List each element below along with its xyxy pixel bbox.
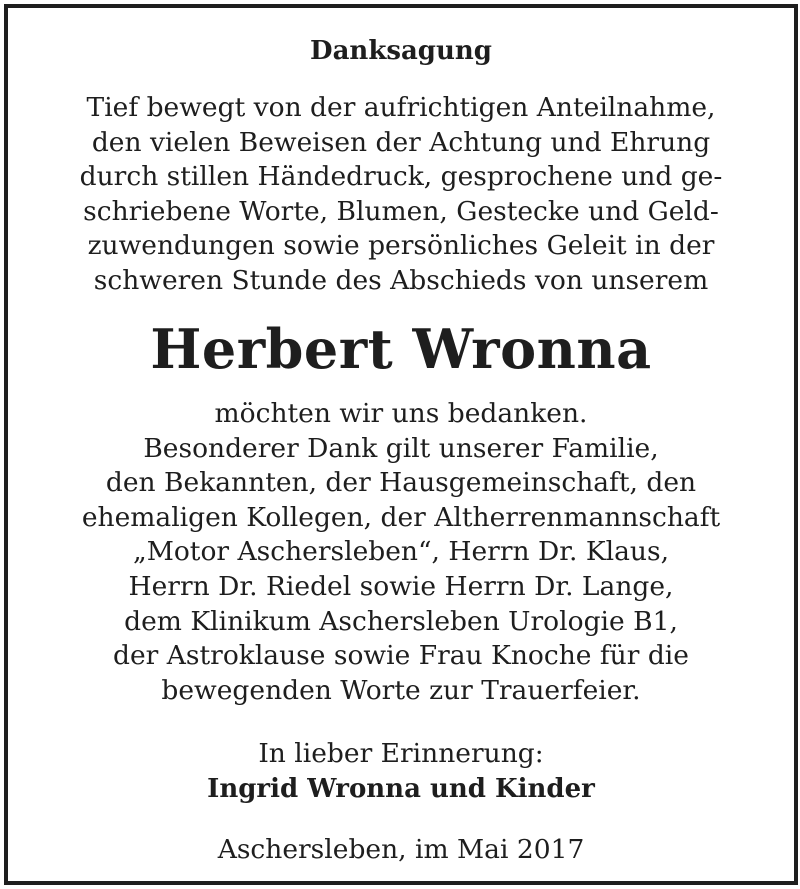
intro-line: durch stillen Händedruck, gesprochene und ge- bbox=[79, 161, 723, 193]
thanks-line: möchten wir uns bedanken. bbox=[214, 398, 588, 429]
thanks-line: „Motor Aschersleben“, Herrn Dr. Klaus, bbox=[132, 536, 669, 568]
intro-line: schriebene Worte, Blumen, Gestecke und Geld- bbox=[83, 195, 719, 227]
signers: Ingrid Wronna und Kinder bbox=[207, 774, 595, 804]
thanks-line: der Astroklause sowie Frau Knoche für die bbox=[113, 640, 689, 672]
intro-paragraph bbox=[8, 91, 794, 299]
thanks-line: bewegenden Worte zur Trauerfeier. bbox=[161, 674, 641, 706]
thanks-line: Herrn Dr. Riedel sowie Herrn Dr. Lange, bbox=[128, 570, 674, 602]
notice-content bbox=[8, 8, 794, 881]
intro-line: den vielen Beweisen der Achtung und Ehrung bbox=[91, 126, 711, 158]
intro-line: zuwendungen sowie persönliches Geleit in der bbox=[87, 230, 715, 262]
place-date: Aschersleben, im Mai 2017 bbox=[217, 834, 585, 865]
intro-line: schweren Stunde des Abschieds von unserem bbox=[93, 264, 709, 296]
intro-line: Tief bewegt von der aufrichtigen Anteilnahme, bbox=[86, 92, 716, 123]
thanks-line: ehemaligen Kollegen, der Altherrenmannschaft bbox=[81, 501, 721, 533]
notice-border bbox=[4, 4, 798, 885]
deceased-name: Herbert Wronna bbox=[150, 317, 652, 381]
thanks-paragraph bbox=[8, 397, 794, 708]
thanks-line: den Bekannten, der Hausgemeinschaft, den bbox=[105, 467, 697, 499]
notice-title: Danksagung bbox=[310, 36, 492, 66]
thanks-line: Besonderer Dank gilt unserer Familie, bbox=[143, 432, 659, 464]
thanks-line: dem Klinikum Aschersleben Urologie B1, bbox=[124, 605, 678, 637]
closing-text: In lieber Erinnerung: bbox=[258, 738, 544, 769]
